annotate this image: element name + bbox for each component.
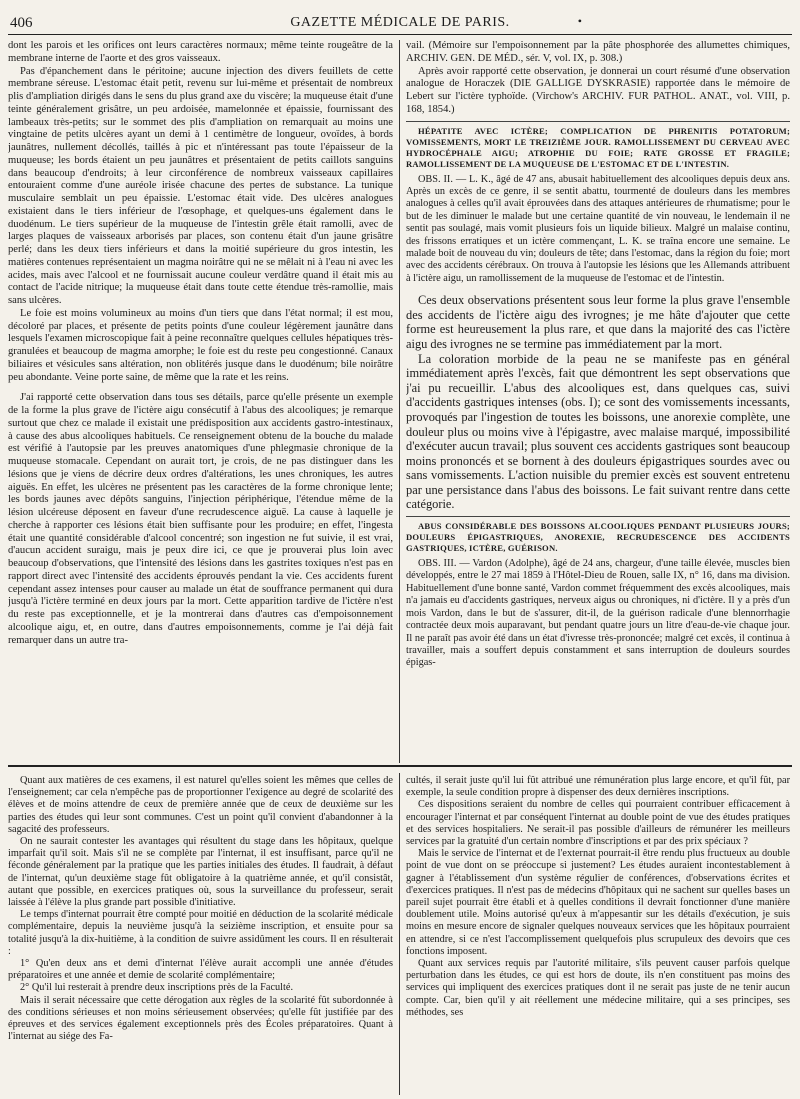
paragraph: dont les parois et les orifices ont leurs caractères normaux; même teinte rougeâtre de la membrane interne de l'aorte et des gros vaisseaux. (8, 40, 393, 64)
paragraph: cultés, il serait juste qu'il lui fût attribué une rémunération plus large encore, et qu'il fût, par exemple, la seule condition propre à dispenser des deux dernières inscriptions. (406, 775, 790, 799)
page-number: 406 (10, 15, 33, 31)
feuilleton-column-left (8, 775, 393, 1095)
observation-paragraph: OBS. III. — Vardon (Adolphe), âgé de 24 ans, chargeur, d'une taille élevée, muscles bien développés, entre le 27 mai 1859 à l'Hôtel-Dieu de Rouen, salle IX, n° 16, dans ma division. Habituellement d'une bonne santé, Vardon commet fréquemment des excès alcooliques, mais n'a jamais eu d'accidents gastriques, nerveux aigus ou chroniques, ni d'ictère. Il y a près d'un mois Vardon, dans le but de s'assurer, dit-il, de la guérison radicale d'une blennorrhagie contractée deux mois auparavant, but pendant quatre jours un litre d'eau-de-vie chaque jour. Il ne paraît pas avoir été dans un état d'ivresse très-prononcée; malgré cet excès, il continua à travailler, mais a souffert depuis constamment et sans interruption de douleurs sourdes épigas- (406, 558, 790, 669)
paragraph: Mais le service de l'internat et de l'externat pourrait-il être rendu plus fructueux au double point de vue dont on se préoccupe si justement? Les études auraient incontestablement à gagner à l'établissement d'un système régulier de conférences, d'observations écrites et d'exercices pratiques. Il n'est pas de médecins d'hôpitaux qui ne sachent sur quelles bases un pareil sujet pourrait être établi et à quelles conditions il devrait fonctionner d'une manière doublement utile. Moins autorisé qu'eux à m'appesantir sur les détails d'exécution, je suis moins en mesure encore de signaler quelques nouveaux services que les hôpitaux pourraient en attendre, si ce n'est l'accomplissement quelquefois plus scrupuleux des devoirs que ces fonctions imposent. (406, 848, 790, 957)
paragraph: Le temps d'internat pourrait être compté pour moitié en déduction de la scolarité médicale complémentaire, depuis la neuvième jusqu'à la seizième inscription, et ensuite pour sa totalité jusqu'à la dix-huitième, à la condition de suivre assidûment les cours. Il en résulterait : (8, 909, 393, 957)
paragraph: Ces deux observations présentent sous leur forme la plus grave l'ensemble des accidents de l'ictère aigu des ivrognes; je me hâte d'ajouter que cette forme est heureusement la plus rare, et que dans la majorité des cas l'ictère aigu des ivrognes ne se termine pas immédiatement par la mort. (406, 293, 790, 351)
article-column-left (8, 40, 393, 763)
paragraph: Quant aux services requis par l'autorité militaire, s'ils peuvent causer parfois quelque perturbation dans les études, ce qui est hors de doute, ils n'en constituent pas moins des services qui impliquent des exercices pratiques dont il ne serait pas juste de ne tenir aucun compte. Car, bien qu'il y ait réellement une médecine militaire, qui a ses principes, ses méthodes, ses (406, 958, 790, 1018)
paragraph: Le foie est moins volumineux au moins d'un tiers que dans l'état normal; il est mou, décoloré par places, et présente de petits points d'une couleur légèrement jaunâtre dans lesquels l'examen microscopique fait à peine reconnaître quelques cellules hépatiques très-granulées et beaucoup de magma amorphe; le foie est du reste peu congestionné. Canaux biliaires et vésicules sans altération, non oblitérés jusque dans le duodénum; bile noirâtre peu abondante. Veine porte saine, de même que la rate et les reins. (8, 307, 393, 383)
observation-paragraph: OBS. II. — L. K., âgé de 47 ans, abusait habituellement des alcooliques depuis deux ans. Après un excès de ce genre, il se sentit abattu, tourmenté de douleurs dans les membres analogues à celles qu'il avait éprouvées dans des attaques antérieures de rhumatisme; pour le but de les diminuer le malade but une certaine quantité de vin nouveau, le lendemain il ne sentit pas soulagé, mais vomit plusieurs fois un liquide bilieux. Malgré un malaise continu, des frissons erratiques et un ictère commençant, L. K. se traîna encore une semaine. Le malade boit de nouveau du vin; douleurs de tête; dans l'estomac, dans la région du foie; mort avec des accidents cérébraux. On trouva à l'autopsie les lésions que les Allemands attribuent à l'ictère aigu, un ramollissement de la muqueuse de l'estomac et de l'intestin. (406, 173, 790, 284)
paragraph: 1° Qu'en deux ans et demi d'internat l'élève aurait accompli une année d'études préparatoires et une année et demie de scolarité complémentaire; (8, 958, 393, 982)
article-column-right (406, 40, 790, 763)
paragraph: Mais il serait nécessaire que cette dérogation aux règles de la scolarité fût subordonnée à des conditions sérieuses et non moins sérieusement observées; qu'elle fût justifiée par des épreuves et des services également exceptionnels près des Écoles préparatoires. Quant à l'internat au siége des Fa- (8, 994, 393, 1043)
paragraph: Après avoir rapporté cette observation, je donnerai un court résumé d'une observation analogue de Horaczek (DIE GALLIGE DYSKRASIE) rapportée dans le mémoire de Lebert sur l'ictère typhoïde. (Virchow's ARCHIV. FUR PATHOL. ANAT., vol. VIII, p. 168, 1854.) (406, 65, 790, 115)
column-divider-top (399, 40, 400, 763)
feuilleton-column-right (406, 775, 790, 1095)
paragraph: 2° Qu'il lui resterait à prendre deux inscriptions près de la Faculté. (20, 982, 294, 994)
paragraph: vail. (Mémoire sur l'empoisonnement par la pâte phosphorée des allumettes chimiques, ARCHIV. GEN. DE MÉD., sér. V, vol. IX, p. 308.) (406, 40, 790, 64)
case-heading: HÉPATITE AVEC ICTÈRE; COMPLICATION DE PHRENITIS POTATORUM; VOMISSEMENTS, MORT LE TREIZIÈME JOUR. RAMOLLISSEMENT DU CERVEAU AVEC HYDROCÉPHALE AIGU; ATROPHIE DU FOIE; RATE GROSSE ET FRAGILE; RAMOLLISSEMENT DE LA MUQUEUSE DE L'ESTOMAC ET DE L'INTESTIN. (406, 121, 790, 170)
paragraph: Pas d'épanchement dans le péritoine; aucune injection des divers feuillets de cette membrane séreuse. L'estomac était petit, revenu sur lui-même et présentait de nombreux plis d'ampliation dirigés dans le sens du plus grand axe du viscère; la muqueuse était d'une teinte généralement grisâtre, un peu ardoisée, mamelonnée et épaissie, fournissant des lambeaux très-petits; sur le sommet des plis d'ampliation on remarquait au moins une vingtaine de petits ulcères ayant un demi à 1 centimètre de longueur, ovoïdes, à bords jaunâtres, nullement décollés, taillés à pic et n'intéressant pas toute l'épaisseur de la muqueuse; les bords étaient un peu jaunâtres et présentaient de petits caillots sanguins dans beaucoup d'endroits; à leur circonférence de nombreux vaisseaux capillaires entouraient comme d'une auréole irisée chacune des pertes de substance. La tunique musculaire semblait un peu épaissie. L'estomac était vide. Des ulcères analogues existaient dans le tiers inférieur de l'œsophage, et quelques-uns également dans le duodénum. Le tiers supérieur de la muqueuse de l'intestin grêle était ramolli, avec de larges plaques de vaisseaux arborisés par places, son contenu était d'un jaune grisâtre perlé; dans les deux tiers inférieurs et dans la moitié supérieure du gros intestin, les matières contenues représentaient un magma noirâtre qui ne se mêlait ni à l'eau ni avec les acides, mais avec l'alcool et ne fournissait aucune couleur verdâtre quand il était mis au contact de l'acide nitrique; la muqueuse était dans toute cette étendue très-ramollie, mais sans ulcères. (8, 65, 393, 306)
paragraph: On ne saurait contester les avantages qui résultent du stage dans les hôpitaux, quelque imparfait qu'il soit. Mais s'il ne se complète par l'internat, il est insuffisant, parce qu'il ne féconde généralement par la pratique que les parties initiales des études. Il faudrait, à défaut de l'internat, qu'un deuxième stage fût obligatoire à la quatrième année, et qu'il consistât, autant que possible, en exercices pratiques où, sous la surveillance du professeur, serait laissée à l'élève la plus grande part possible d'initiative. (8, 836, 393, 909)
section-separator (8, 765, 792, 767)
paragraph: La coloration morbide de la peau ne se manifeste pas en général immédiatement après l'excès, fait que démontrent les sept observations que j'ai pu recueillir. L'abus des alcooliques est, dans quelques cas, suivi d'accidents gastriques intenses (obs. I); ce sont des vomissements incessants, provoqués par l'ingestion de toutes les boissons, une anorexie complète, une douleur plus ou moins vive à l'épigastre, avec malaise marqué, impossibilité d'exécuter aucun travail; plus souvent ces accidents gastriques sont beaucoup moins prononcés et se bornent à des douleurs épigastriques sourdes avec ou sans vomissements. L'action nuisible du premier excès est souvent entretenu par une persistance dans l'abus des boissons. Le fait suivant rentre dans cette catégorie. (406, 351, 790, 512)
paragraph: Quant aux matières de ces examens, il est naturel qu'elles soient les mêmes que celles de l'enseignement; car cela n'empêche pas de proportionner l'exigence au degré de scolarité des élèves et de moins attendre de ceux de première année que de ceux de deuxième sur les parties des études qui leur sont communes. C'est un point qu'il convient d'abandonner à la sagacité des professeurs. (8, 775, 393, 835)
paragraph: Ces dispositions seraient du nombre de celles qui pourraient contribuer efficacement à encourager l'internat et par conséquent l'internat au double point de vue des études pratiques et des services hospitaliers. Ne serait-il pas possible d'ailleurs de rémunérer les meilleurs services par la gratuité d'un certain nombre d'inscriptions et par des prix spéciaux ? (406, 799, 790, 848)
header-mark: • (577, 14, 582, 28)
column-divider-bottom (399, 773, 400, 1095)
case-heading: ABUS CONSIDÉRABLE DES BOISSONS ALCOOLIQUES PENDANT PLUSIEURS JOURS; DOULEURS ÉPIGASTRIQUES, ANOREXIE, RECRUDESCENCE DES ACCIDENTS GASTRIQUES, ICTÈRE, GUÉRISON. (406, 516, 790, 554)
journal-title: GAZETTE MÉDICALE DE PARIS. (290, 15, 510, 30)
page-header (8, 14, 792, 35)
paragraph: J'ai rapporté cette observation dans tous ses détails, parce qu'elle présente un exemple de la forme la plus grave de l'ictère aigu consécutif à l'abus des alcooliques; je remarque surtout que chez ce malade il existait une prédisposition aux accidents gastro-intestinaux, à cause des abus alcooliques habituels. Ce renseignement obtenu de la bouche du malade est vérifié à l'autopsie par les preuves anatomiques d'une phlegmasie chronique de la muqueuse stomacale. Cependant on aurait tort, je crois, de ne pas distinguer dans les lésions que je viens de décrire deux ordres d'altérations, les unes chroniques, les autres aiguës. En effet, les ulcères ne présentent pas les caractères de la forme chronique lente; les bords jaunes avec dépôts sanguins, l'injection périphérique, l'étendue même de la lésion ulcéreuse déposent en faveur d'une recrudescence aiguë. La cause à laquelle je cherche à rapporter ces lésions était bien suffisante pour les produire; en effet, l'ingesta était une quantité considérable d'alcool concentré; son ingestion ne fut suivie, il est vrai, d'aucun accident suraigu, mais je peux dire ici, ce que je prouverai plus loin avec beaucoup d'observations, que l'intensité des lésions dans les gastrites toxiques n'est pas en rapport direct avec l'intensité des accidents éprouvés pendant la vie. Ces accidents furent cependant assez intenses pour causer au malade un état de souffrance permanent qui dura jusqu'à l'ictère terminé en deux jours par la mort. Cette apparition tardive de l'ictère n'est du reste pas exceptionnelle, et je la montrerai dans d'autres cas d'empoisonnement alcoolique aigu, et, en outre, dans d'autres empoisonnements, comme je l'ai déjà fait remarquer dans un autre tra- (8, 392, 393, 646)
